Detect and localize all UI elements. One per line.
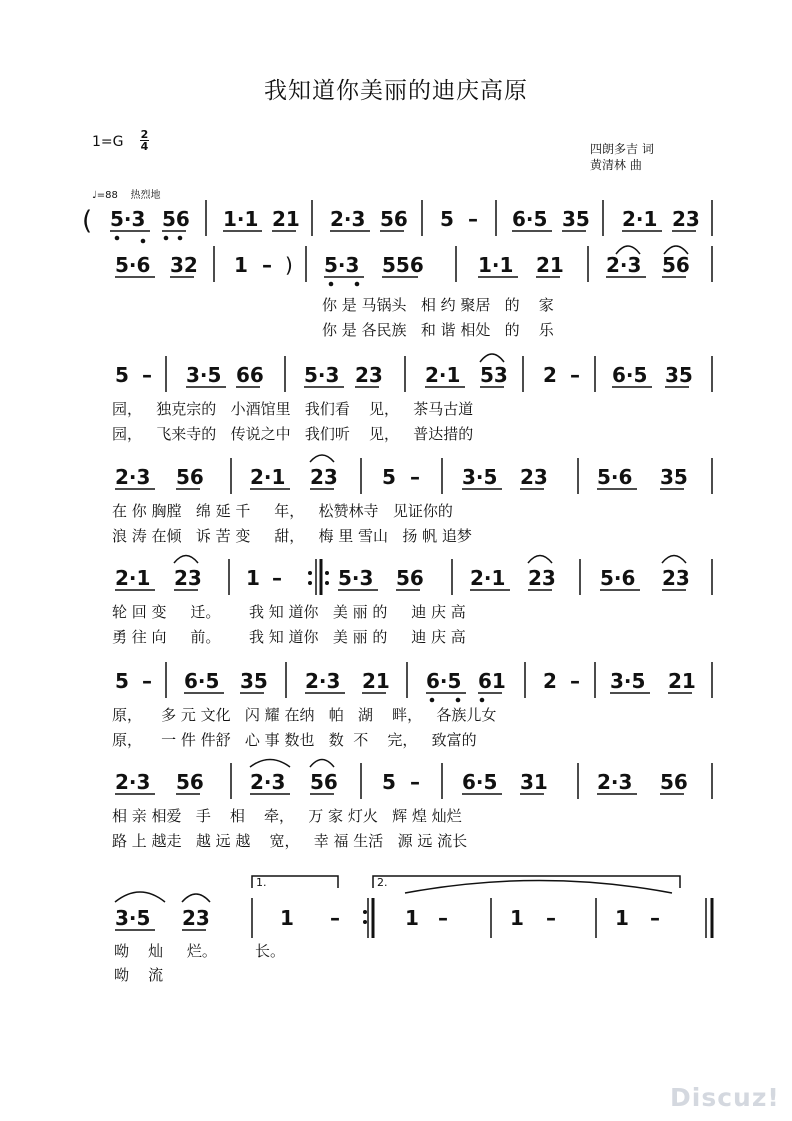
svg-text:–: –: [410, 465, 420, 489]
svg-text:–: –: [410, 770, 420, 794]
svg-text:6·5: 6·5: [184, 669, 220, 693]
svg-text:56: 56: [396, 566, 424, 590]
svg-text:556: 556: [382, 253, 424, 277]
time-signature-bottom: 4: [140, 140, 149, 153]
svg-text:23: 23: [520, 465, 548, 489]
key-signature: 1=G: [92, 134, 124, 150]
svg-text:6·5: 6·5: [612, 363, 648, 387]
svg-text:3·5: 3·5: [462, 465, 498, 489]
svg-text:5: 5: [382, 465, 396, 489]
lyrics-line-7-verse-1: 相 亲 相爱 手 相 牵， 万 家 灯火 辉 煌 灿烂: [112, 807, 462, 825]
svg-text:56: 56: [176, 770, 204, 794]
lyrics-line-8-verse-1: 呦 灿 烂。 长。: [114, 942, 286, 960]
svg-text:31: 31: [520, 770, 548, 794]
lyrics-line-2-verse-2: 你 是 各民族 和 谐 相处 的 乐: [322, 321, 554, 339]
svg-text:53: 53: [480, 363, 508, 387]
lyrics-line-4-verse-2: 浪 涛 在倾 诉 苦 变 甜， 梅 里 雪山 扬 帆 追梦: [112, 527, 472, 545]
svg-text:2·3: 2·3: [330, 207, 366, 231]
svg-text:5: 5: [382, 770, 396, 794]
svg-text:1: 1: [510, 906, 524, 930]
svg-text:–: –: [272, 566, 282, 590]
svg-text:3·5: 3·5: [115, 906, 151, 930]
svg-text:66: 66: [236, 363, 264, 387]
svg-text:21: 21: [272, 207, 300, 231]
svg-text:1: 1: [405, 906, 419, 930]
svg-text:35: 35: [665, 363, 693, 387]
svg-text:56: 56: [310, 770, 338, 794]
svg-text:5: 5: [115, 669, 129, 693]
svg-text:2·1: 2·1: [250, 465, 286, 489]
svg-text:2·3: 2·3: [606, 253, 642, 277]
svg-text:56: 56: [176, 465, 204, 489]
svg-text:23: 23: [672, 207, 700, 231]
svg-text:6·5: 6·5: [512, 207, 548, 231]
svg-text:–: –: [650, 906, 660, 930]
lyrics-line-5-verse-1: 轮 回 变 迁。 我 知 道你 美 丽 的 迪 庆 高: [112, 603, 466, 621]
svg-text:–: –: [570, 363, 580, 387]
svg-text:6·5: 6·5: [462, 770, 498, 794]
svg-text:23: 23: [310, 465, 338, 489]
svg-text:2·3: 2·3: [115, 770, 151, 794]
svg-text:23: 23: [662, 566, 690, 590]
svg-text:5·6: 5·6: [597, 465, 633, 489]
svg-text:5: 5: [440, 207, 454, 231]
svg-text:1: 1: [615, 906, 629, 930]
svg-text:2·3: 2·3: [597, 770, 633, 794]
discuz-watermark: Discuz!: [670, 1083, 780, 1112]
svg-text:5·6: 5·6: [115, 253, 151, 277]
svg-text:5·3: 5·3: [324, 253, 360, 277]
svg-text:56: 56: [660, 770, 688, 794]
svg-text:35: 35: [562, 207, 590, 231]
svg-text:2·1: 2·1: [115, 566, 151, 590]
lyrics-line-3-verse-1: 园， 独克宗的 小酒馆里 我们看 见， 茶马古道: [112, 400, 474, 418]
lyrics-line-4-verse-1: 在 你 胸膛 绵 延 千 年， 松赞林寺 见证你的: [112, 502, 453, 520]
lyrics-line-2-verse-1: 你 是 马锅头 相 约 聚居 的 家: [322, 296, 554, 314]
lyrics-line-3-verse-2: 园， 飞来寺的 传说之中 我们听 见， 普达措的: [112, 425, 474, 443]
svg-text:2·1: 2·1: [622, 207, 658, 231]
svg-text:1: 1: [234, 253, 248, 277]
tempo-expression: 热烈地: [130, 190, 161, 201]
svg-text:–: –: [142, 669, 152, 693]
svg-text:2·1: 2·1: [470, 566, 506, 590]
lyrics-line-5-verse-2: 勇 往 向 前。 我 知 道你 美 丽 的 迪 庆 高: [112, 628, 466, 646]
svg-text:1: 1: [246, 566, 260, 590]
svg-text:5: 5: [115, 363, 129, 387]
svg-text:21: 21: [362, 669, 390, 693]
svg-text:2: 2: [543, 669, 557, 693]
svg-text:2·3: 2·3: [250, 770, 286, 794]
svg-text:): ): [285, 253, 293, 277]
lyricist-credit: 四朗多吉 词: [590, 142, 654, 156]
svg-text:5·3: 5·3: [304, 363, 340, 387]
svg-text:–: –: [142, 363, 152, 387]
svg-text:23: 23: [182, 906, 210, 930]
svg-text:2: 2: [543, 363, 557, 387]
svg-text:–: –: [570, 669, 580, 693]
svg-text:32: 32: [170, 253, 198, 277]
svg-text:21: 21: [536, 253, 564, 277]
svg-text:–: –: [468, 207, 478, 231]
svg-text:23: 23: [528, 566, 556, 590]
volta-second: 2.: [377, 876, 388, 889]
svg-text:6·5: 6·5: [426, 669, 462, 693]
lyrics-line-8-verse-2: 呦 流: [114, 966, 164, 984]
svg-text:56: 56: [162, 207, 190, 231]
svg-text:1: 1: [280, 906, 294, 930]
tempo-bpm: ♩=88: [92, 190, 118, 201]
svg-text:1·1: 1·1: [478, 253, 514, 277]
svg-text:–: –: [262, 253, 272, 277]
svg-text:35: 35: [240, 669, 268, 693]
svg-text:2·1: 2·1: [425, 363, 461, 387]
svg-text:5·6: 5·6: [600, 566, 636, 590]
svg-text:–: –: [438, 906, 448, 930]
svg-text:23: 23: [174, 566, 202, 590]
svg-text:5·3: 5·3: [338, 566, 374, 590]
svg-text:–: –: [330, 906, 340, 930]
lyrics-line-6-verse-2: 原， 一 件 件舒 心 事 数也 数 不 完， 致富的: [112, 731, 477, 749]
svg-text:3·5: 3·5: [610, 669, 646, 693]
composer-credit: 黄清林 曲: [590, 158, 642, 172]
svg-text:5·3: 5·3: [110, 207, 146, 231]
svg-text:61: 61: [478, 669, 506, 693]
svg-text:21: 21: [668, 669, 696, 693]
lyrics-line-6-verse-1: 原， 多 元 文化 闪 耀 在纳 帕 湖 畔， 各族儿女: [112, 706, 497, 724]
svg-text:35: 35: [660, 465, 688, 489]
repeat-paren-open: (: [82, 206, 93, 236]
svg-text:3·5: 3·5: [186, 363, 222, 387]
svg-text:56: 56: [662, 253, 690, 277]
time-signature-top: 2: [140, 128, 149, 141]
volta-first: 1.: [256, 876, 267, 889]
song-title: 我知道你美丽的迪庆高原: [264, 78, 528, 104]
svg-text:23: 23: [355, 363, 383, 387]
svg-text:56: 56: [380, 207, 408, 231]
svg-text:–: –: [546, 906, 556, 930]
svg-text:2·3: 2·3: [305, 669, 341, 693]
svg-text:1·1: 1·1: [223, 207, 259, 231]
lyrics-line-7-verse-2: 路 上 越走 越 远 越 宽， 幸 福 生活 源 远 流长: [112, 832, 468, 850]
svg-text:2·3: 2·3: [115, 465, 151, 489]
